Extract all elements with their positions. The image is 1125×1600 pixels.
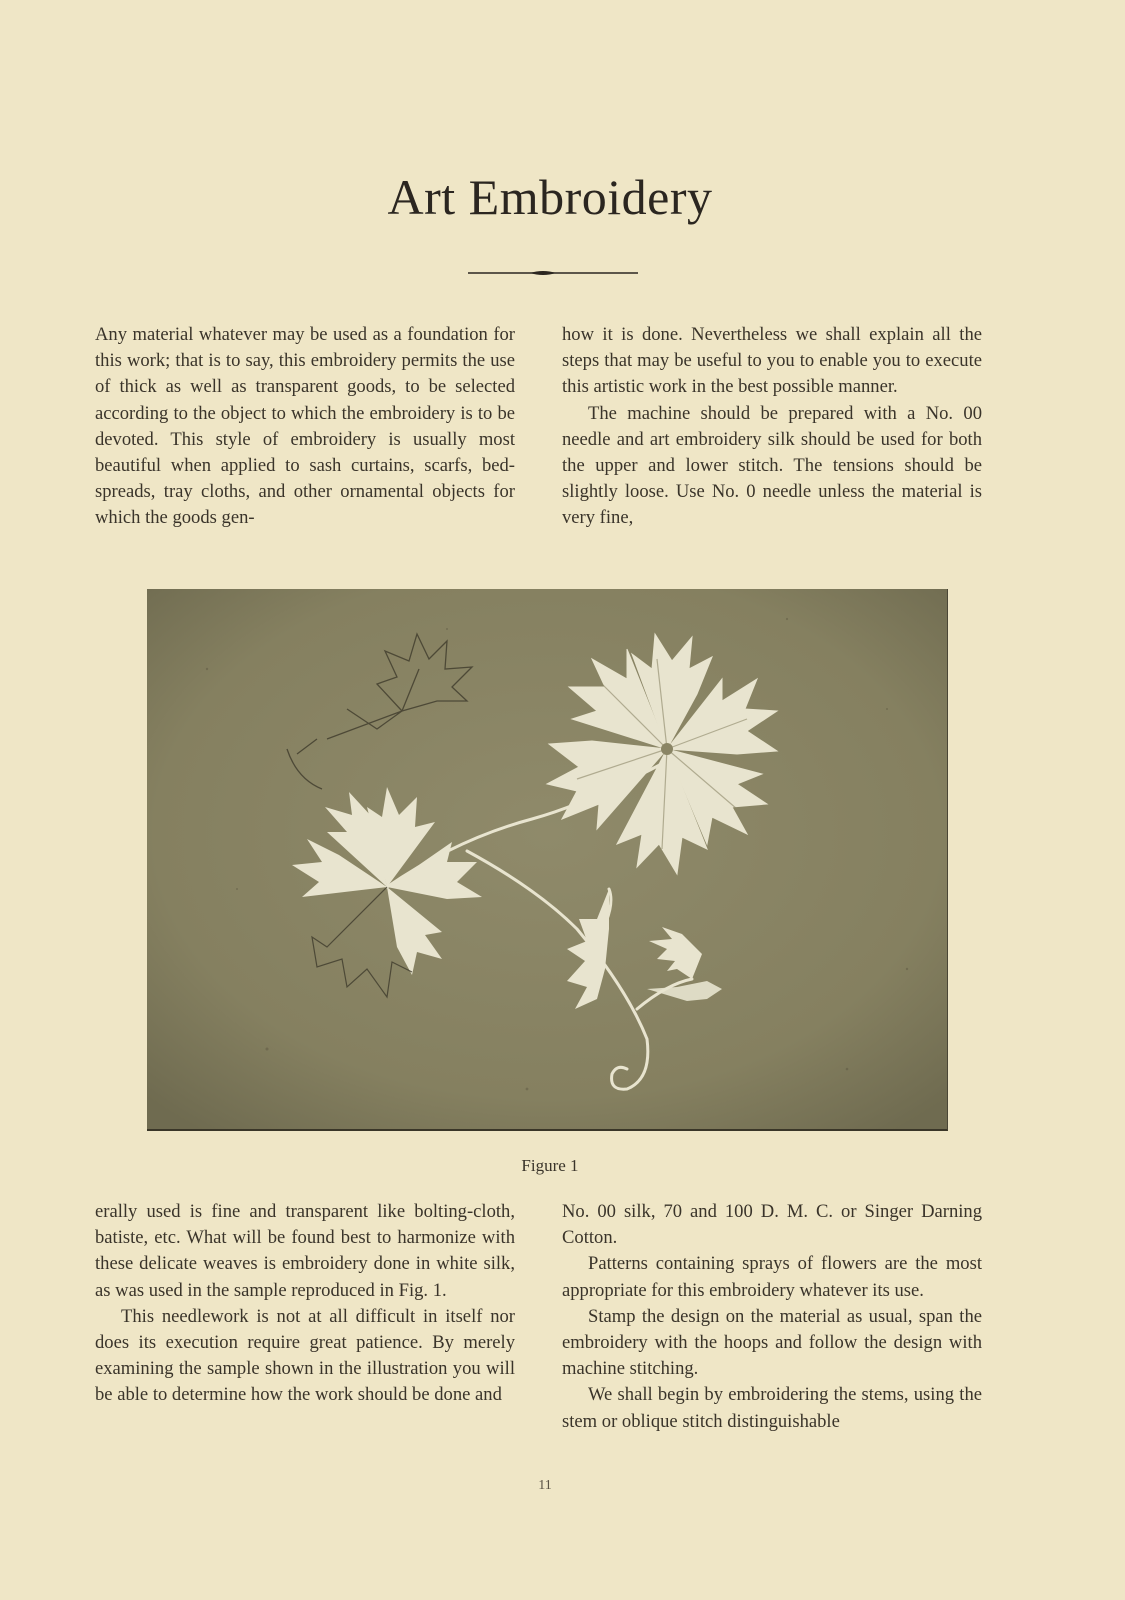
paragraph: The machine should be prepared with a No. 00 needle and art embroidery silk should be used for both the upper and lower stitch. The tensions should be slightly loose. Use No. 0 needle unless the material is very fine, <box>562 402 982 529</box>
paragraph: erally used is fine and transparent like bolting-cloth, batiste, etc. What will be found best to harmonize with these delicate weaves is embroidery done in white silk, as was used in the sample reproduced in Fig. 1. <box>95 1201 515 1301</box>
paragraph: Any material whatever may be used as a foundation for this work; that is to say, this embroidery permits the use of thick as well as transparent goods, to be selected according to the object to which the embroidery is to be devoted. This style of embroidery is usually most beautiful when applied to sash curtains, scarfs, bed-spreads, tray cloths, and other ornamental objects for which the goods gen- <box>95 324 515 529</box>
text-column-bottom-right <box>562 1199 982 1435</box>
figure-caption: Figure 1 <box>521 1156 579 1175</box>
embroidery-figure <box>147 589 948 1131</box>
text-column-bottom-left <box>95 1199 515 1409</box>
text-column-top-left <box>95 322 515 532</box>
paragraph: Stamp the design on the material as usual, span the embroidery with the hoops and follow the design with machine stitching. <box>562 1305 982 1380</box>
paragraph: Patterns containing sprays of flowers are the most appropriate for this embroidery whatever its use. <box>562 1253 982 1301</box>
paragraph: We shall begin by embroidering the stems, using the stem or oblique stitch distinguishable <box>562 1384 982 1432</box>
page-title: Art Embroidery <box>387 169 713 225</box>
page-number: 11 <box>538 1478 552 1493</box>
text-column-top-right <box>562 322 982 532</box>
paragraph: how it is done. Nevertheless we shall explain all the steps that may be useful to you to enable you to execute this artistic work in the best possible manner. <box>562 324 982 398</box>
embroidery-photo <box>147 589 948 1131</box>
title-ornament-rule <box>468 266 638 280</box>
paragraph: This needlework is not at all difficult in itself nor does its execution require great patience. By merely examining the sample shown in the illustration you will be able to determine how the work should be done and <box>95 1305 515 1406</box>
paragraph: No. 00 silk, 70 and 100 D. M. C. or Singer Darning Cotton. <box>562 1201 982 1249</box>
